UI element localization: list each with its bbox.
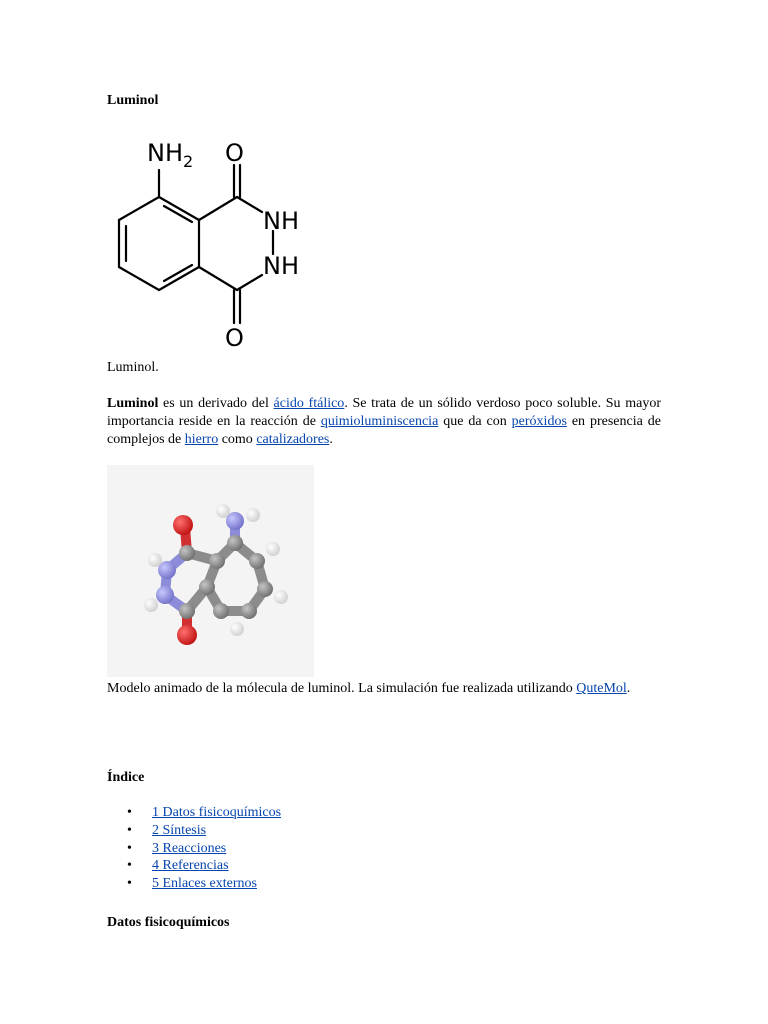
bullet-icon: • [127,858,132,874]
oxygen-top-label: O [225,139,244,167]
bold-term: Luminol [107,396,159,411]
link-hierro[interactable]: hierro [184,432,219,447]
link-peroxidos[interactable]: peróxidos [511,414,567,429]
table-of-contents [107,804,281,893]
toc-item [107,804,281,822]
bullet-icon: • [127,822,132,838]
toc-item [107,840,281,858]
toc-link-referencias[interactable]: 4 Referencias [152,858,229,874]
nh2-label: $NH_2$ [147,139,194,171]
link-catalizadores[interactable]: catalizadores [256,432,330,447]
toc-link-enlaces-externos[interactable]: 5 Enlaces externos [152,876,257,892]
intro-paragraph: Luminol es un derivado del ácido ftálico. Se trata de un sólido verdoso poco soluble. Su mayor importancia reside en la reacción de quimioluminiscencia que da con peróxidos en presencia de complejos de hierro como catalizadores. [107,396,662,447]
toc-link-sintesis[interactable]: 2 Síntesis [152,822,207,838]
nh-upper-label: NH [263,207,299,235]
bullet-icon: • [127,840,132,856]
toc-item [107,875,281,893]
nh-lower-label: NH [263,252,299,280]
bullet-icon: • [127,876,132,892]
oxygen-bottom-label: O [225,324,244,352]
link-quimioluminiscencia[interactable]: quimioluminiscencia [320,414,439,429]
link-acido-ftalico[interactable]: ácido ftálico [273,396,345,411]
section-heading: Datos fisicoquímicos [107,915,230,930]
toc-title: Índice [107,770,145,785]
toc-link-reacciones[interactable]: 3 Reacciones [152,840,227,856]
structure-caption: Luminol. [107,360,159,375]
link-qutemol[interactable]: QuteMol [576,681,627,696]
toc-link-datos-fisicoquimicos[interactable]: 1 Datos fisicoquímicos [152,805,282,820]
luminol-structure-diagram [107,125,317,355]
toc-item [107,822,281,840]
molecule-3d-model-image [107,465,314,677]
model-caption: Modelo animado de la mólecula de luminol. La simulación fue realizada utilizando QuteMol. [107,681,631,696]
toc-item [107,857,281,875]
bullet-icon: • [127,805,132,820]
page-title: Luminol [107,93,159,108]
